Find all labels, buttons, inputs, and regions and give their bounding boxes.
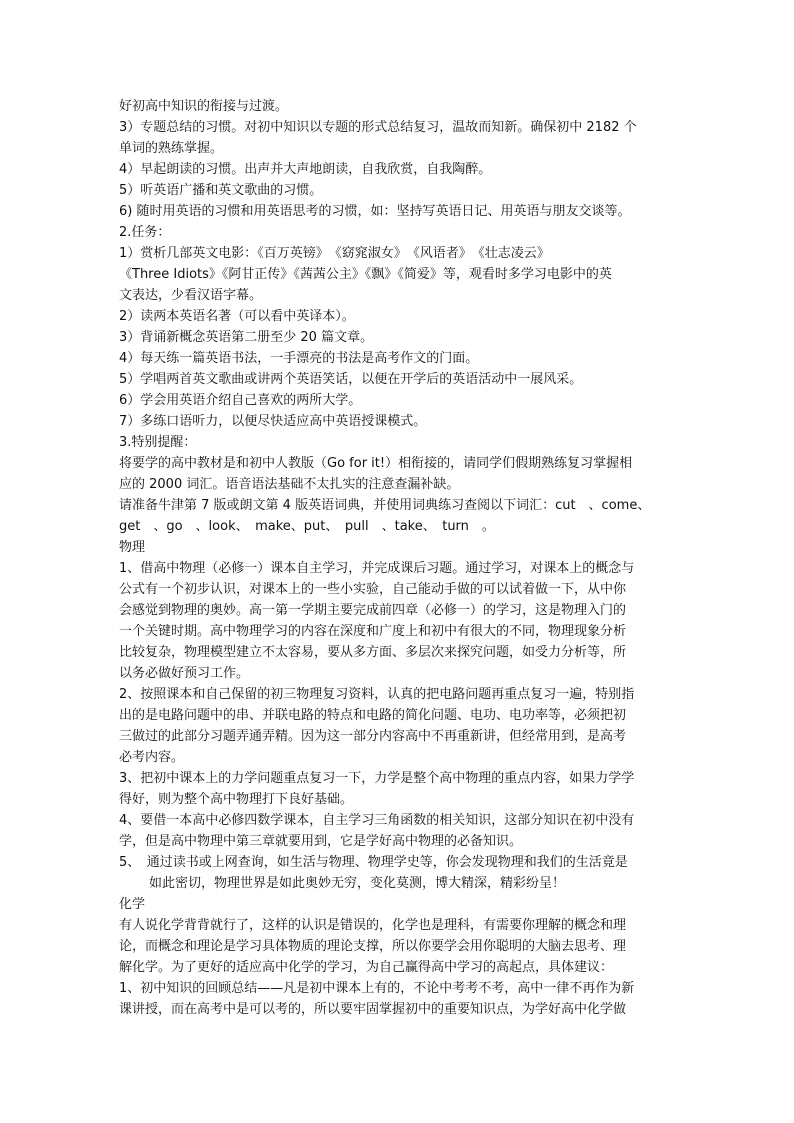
text-line: 学，但是高中物理中第三章就要用到，它是学好高中物理的必备知识。 <box>119 834 523 849</box>
text-line: 2、按照课本和自己保留的初三物理复习资料，认真的把电路问题再重点复习一遍，特别指 <box>119 687 635 702</box>
text-line: 请准备牛津第 7 版或朗文第 4 版英语词典，并使用词典练习查阅以下词汇：cut 、come、 <box>119 498 651 513</box>
text-line: 以务必做好预习工作。 <box>119 666 250 681</box>
text-line: 4、要借一本高中必修四数学课本，自主学习三角函数的相关知识，这部分知识在初中没有 <box>119 813 635 828</box>
text-line: 得好，则为整个高中物理打下良好基础。 <box>119 792 354 807</box>
document-body <box>119 96 675 1020</box>
text-line: 6) 随时用英语的习惯和用英语思考的习惯，如：坚持写英语日记、用英语与朋友交谈等。 <box>119 204 631 219</box>
text-line: 4）每天练一篇英语书法，一手漂亮的书法是高考作文的门面。 <box>119 351 479 366</box>
text-line: 有人说化学背背就行了，这样的认识是错误的，化学也是理科，有需要你理解的概念和理 <box>119 918 627 933</box>
text-line: 3、把初中课本上的力学问题重点复习一下，力学是整个高中物理的重点内容，如果力学学 <box>119 771 635 786</box>
text-line: 3）专题总结的习惯。对初中知识以专题的形式总结复习，温故而知新。确保初中 2182 个 <box>119 120 637 135</box>
text-line: 5、 通过读书或上网查询，如生活与物理、物理学史等，你会发现物理和我们的生活竟是 <box>119 855 628 870</box>
text-line: 1）赏析几部英文电影：《百万英镑》 《窈窕淑女》 《风语者》 《壮志凌云》 <box>119 246 550 261</box>
text-line: 6）学会用英语介绍自己喜欢的两所大学。 <box>119 393 362 408</box>
text-line: 课讲授，而在高考中是可以考的，所以要牢固掌握初中的重要知识点，为学好高中化学做 <box>119 1002 627 1017</box>
text-line: 必考内容。 <box>119 750 185 765</box>
text-line: 出的是电路问题中的串、并联电路的特点和电路的简化问题、电功、电功率等，必须把初 <box>119 708 627 723</box>
text-line: get 、go 、look、 make、put、 pull 、take、 turn 。 <box>119 519 495 534</box>
text-line: 将要学的高中教材是和初中人教版（Go for it!）相衔接的，请同学们假期熟练复习掌握相 <box>119 456 633 471</box>
text-line: 会感觉到物理的奥妙。高一第一学期主要完成前四章（必修一）的学习，这是物理入门的 <box>119 603 627 618</box>
text-line: 2）读两本英语名著（可以看中英译本）。 <box>119 309 355 324</box>
text-line: 《Three Idiots》《阿甘正传》《茜茜公主》《飘》《简爱》等，观看时多学习电影中的英 <box>119 267 612 282</box>
text-line: 3）背诵新概念英语第二册至少 20 篇文章。 <box>119 330 374 345</box>
text-line: 单词的熟练掌握。 <box>119 141 224 156</box>
text-line: 论，而概念和理论是学习具体物质的理论支撑，所以你要学会用你聪明的大脑去思考、理 <box>119 939 627 954</box>
text-line: 7）多练口语听力，以便尽快适应高中英语授课模式。 <box>119 414 427 429</box>
text-line: 好初高中知识的衔接与过渡。 <box>119 99 289 114</box>
subject-heading-chemistry: 化学 <box>119 897 146 912</box>
text-line: 解化学。为了更好的适应高中化学的学习，为自己赢得高中学习的高起点，具体建议： <box>119 960 614 975</box>
text-line: 1、初中知识的回顾总结——凡是初中课本上有的，不论中考考不考，高中一律不再作为新 <box>119 981 635 996</box>
text-line: 1、借高中物理（必修一）课本自主学习，并完成课后习题。通过学习，对课本上的概念与 <box>119 561 635 576</box>
text-line: 文表达，少看汉语字幕。 <box>119 288 263 303</box>
text-line: 5）听英语广播和英文歌曲的习惯。 <box>119 183 323 198</box>
section-heading: 3.特别提醒： <box>119 435 197 450</box>
text-line: 一个关键时期。高中物理学习的内容在深度和广度上和初中有很大的不同，物理现象分析 <box>119 624 627 639</box>
subject-heading-physics: 物理 <box>119 540 146 555</box>
text-line: 三做过的此部分习题弄通弄精。因为这一部分内容高中不再重新讲，但经常用到，是高考 <box>119 729 627 744</box>
text-line: 应的 2000 词汇。语音语法基础不太扎实的注意查漏补缺。 <box>119 477 460 492</box>
text-line: 公式有一个初步认识，对课本上的一些小实验，自己能动手做的可以试着做一下，从中你 <box>119 582 627 597</box>
section-heading: 2.任务： <box>119 225 171 240</box>
text-line: 比较复杂，物理模型建立不太容易，要从多方面、多层次来探究问题，如受力分析等，所 <box>119 645 627 660</box>
text-line: 4）早起朗读的习惯。出声并大声地朗读，自我欣赏，自我陶醉。 <box>119 162 492 177</box>
text-line: 如此密切，物理世界是如此奥妙无穷，变化莫测，博大精深，精彩纷呈！ <box>149 876 566 891</box>
text-line: 5）学唱两首英文歌曲或讲两个英语笑话，以便在开学后的英语活动中一展风采。 <box>119 372 583 387</box>
